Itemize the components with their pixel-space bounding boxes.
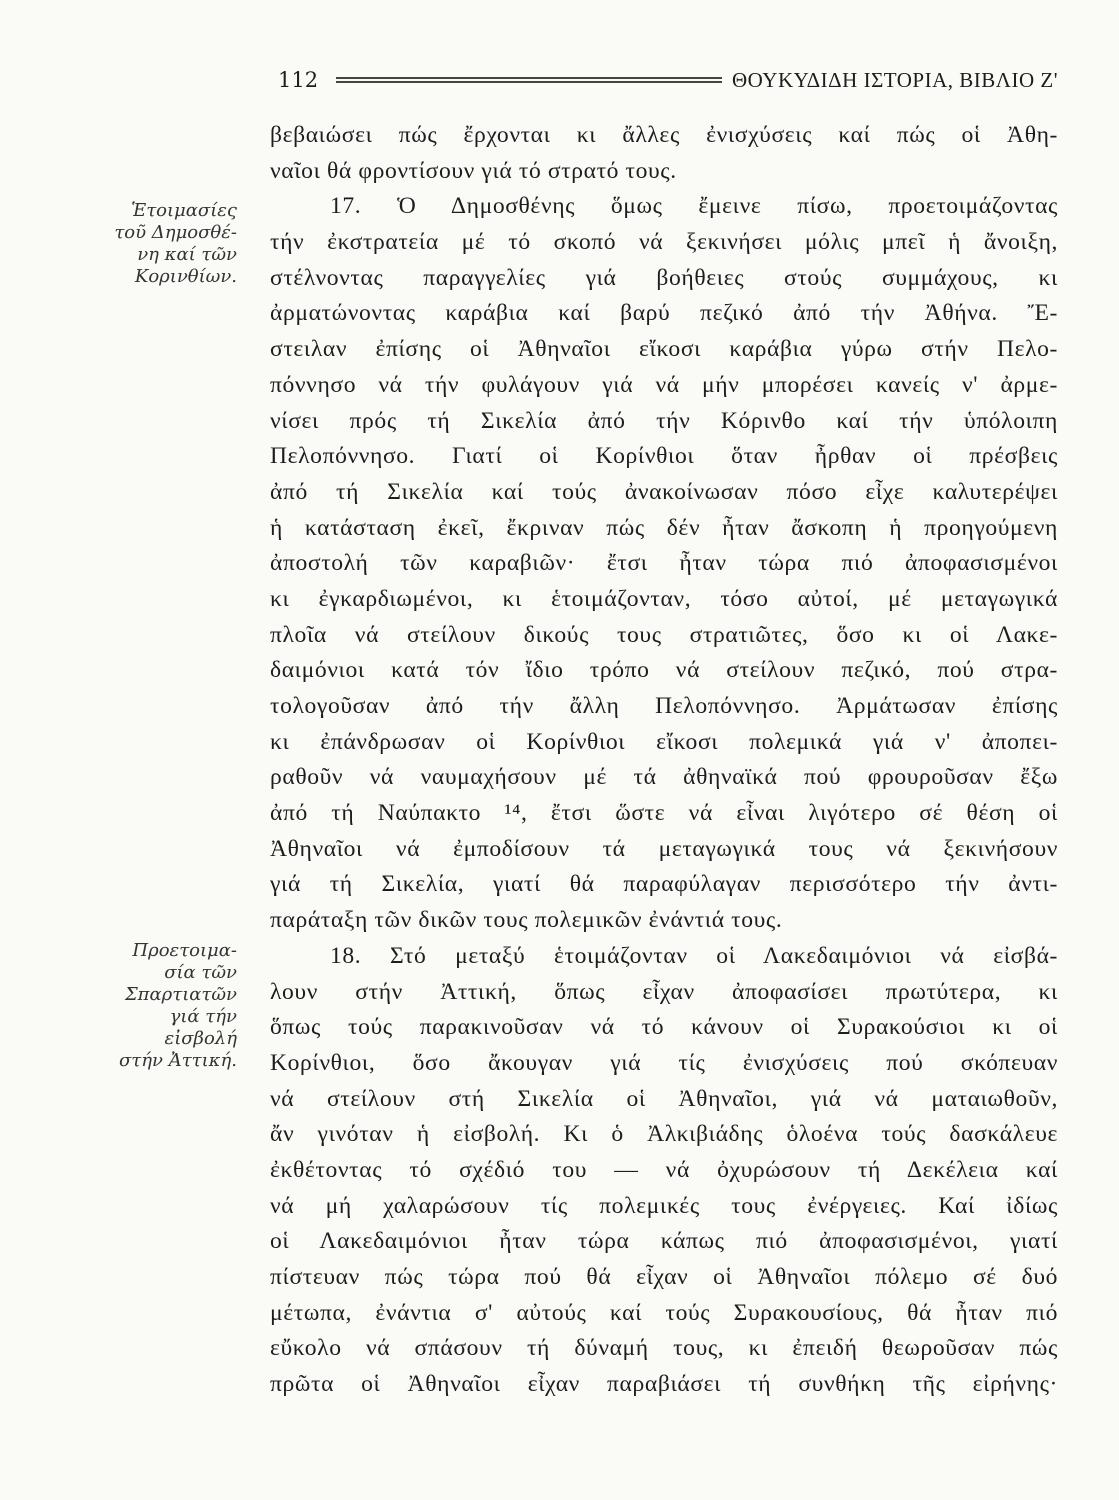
text-line: τολογοῦσαν ἀπό τήν ἄλλη Πελοπόννησο. Ἀρμάτωσαν ἐπίσης [270,693,1058,719]
text-line: νίσει πρός τή Σικελία ἀπό τήν Κόρινθο καί τήν ὑπόλοιπη [270,407,1058,434]
margin-note-line: εἰσβολή [164,1028,237,1049]
text-line: 18. Στό μεταξύ ἑτοιμάζονταν οἱ Λακεδαιμόνιοι νά εἰσβά- [330,942,1058,969]
text-line: παράταξη τῶν δικῶν τους πολεμικῶν ἐνάντιά τους. [270,907,783,934]
text-line: ὅπως τούς παρακινοῦσαν νά τό κάνουν οἱ Συρακούσιοι κι οἱ [270,1014,1058,1041]
text-line: ἡ κατάσταση ἐκεῖ, ἔκριναν πώς δέν ἦταν ἄσκοπη ἡ προηγούμενη [270,514,1058,541]
text-line: κι ἐγκαρδιωμένοι, κι ἑτοιμάζονταν, τόσο αὐτοί, μέ μεταγωγικά [270,585,1058,612]
margin-note-line: νη καί τῶν [137,244,237,265]
margin-note-line: γιά τήν [169,1006,237,1027]
text-line: πλοῖα νά στείλουν δικούς τους στρατιῶτες, ὅσο κι οἱ Λακε- [270,621,1058,648]
margin-note-preparations [87,200,237,288]
text-line: ἀποστολή τῶν καραβιῶν· ἔτσι ἦταν τώρα πιό ἀποφασισμένοι [270,550,1058,577]
margin-note-line: τοῦ Δημοσθέ- [114,222,237,243]
text-line: νά στείλουν στή Σικελία οἱ Ἀθηναῖοι, γιά νά ματαιωθοῦν, [270,1085,1058,1112]
margin-note-line: σία τῶν [164,962,237,983]
text-line: λουν στήν Ἀττική, ὅπως εἶχαν ἀποφασίσει πρωτύτερα, κι [270,978,1058,1005]
text-line: ἀπό τή Σικελία καί τούς ἀνακοίνωσαν πόσο εἶχε καλυτερέψει [270,478,1058,505]
text-line: μέτωπα, ἐνάντια σ' αὐτούς καί τούς Συρακουσίους, θά ἦταν πιό [270,1299,1058,1326]
text-line: εὔκολο νά σπάσουν τή δύναμή τους, κι ἐπειδή θεωροῦσαν πώς [270,1335,1058,1362]
running-title: ΘΟΥΚΥΔΙΔΗ ΙΣΤΟΡΙΑ, ΒΙΒΛΙΟ Ζ' [732,67,1058,92]
text-line: Κορίνθιοι, ὅσο ἄκουγαν γιά τίς ἐνισχύσεις πού σκόπευαν [270,1049,1058,1076]
text-line: πίστευαν πώς τώρα πού θά εἶχαν οἱ Ἀθηναῖοι πόλεμο σέ δυό [270,1264,1058,1290]
text-line: 17. Ὁ Δημοσθένης ὅμως ἔμεινε πίσω, προετοιμάζοντας [330,193,1058,220]
text-line: ἐκθέτοντας τό σχέδιό του — νά ὀχυρώσουν τή Δεκέλεια καί [270,1156,1058,1183]
text-line: βεβαιώσει πώς ἔρχονται κι ἄλλες ἐνισχύσεις καί πώς οἱ Ἀθη- [270,122,1058,148]
text-line: πόννησο νά τήν φυλάγουν γιά νά μήν μπορέσει κανείς ν' ἀρμε- [270,371,1058,398]
text-line: ἀρματώνοντας καράβια καί βαρύ πεζικό ἀπό τήν Ἀθήνα. Ἔ- [270,300,1058,327]
text-line: γιά τή Σικελία, γιατί θά παραφύλαγαν περισσότερο τήν ἀντι- [270,871,1058,898]
page-header [278,62,1058,98]
text-line: πρῶτα οἱ Ἀθηναῖοι εἶχαν παραβιάσει τή συνθήκη τῆς εἰρήνης· [270,1371,1058,1398]
text-line: ραθοῦν νά ναυμαχήσουν μέ τά ἀθηναϊκά πού φρουροῦσαν ἔξω [270,764,1058,791]
margin-note-line: Κορινθίων. [134,266,237,287]
margin-note-line: Ἑτοιμασίες [131,200,237,221]
page-number: 112 [278,68,319,92]
body-text [270,118,1058,1403]
margin-note-line: Προετοιμα- [132,940,237,961]
margin-note-line: στήν Ἀττική. [119,1050,237,1071]
text-line: στέλνοντας παραγγελίες γιά βοήθειες στούς συμμάχους, κι [270,264,1058,291]
text-line: ἀπό τή Ναύπακτο ¹⁴, ἔτσι ὥστε νά εἶναι λιγότερο σέ θέση οἱ [270,800,1058,827]
header-rule [336,77,722,83]
text-line: ναῖοι θά φροντίσουν γιά τό στρατό τους. [270,157,677,184]
text-line: Ἀθηναῖοι νά ἐμποδίσουν τά μεταγωγικά τους νά ξεκινήσουν [270,835,1058,862]
margin-note-line: Σπαρτιατῶν [124,984,237,1005]
text-line: δαιμόνιοι κατά τόν ἴδιο τρόπο νά στείλουν πεζικό, πού στρα- [270,657,1058,684]
text-line: Πελοπόννησο. Γιατί οἱ Κορίνθιοι ὅταν ἦρθαν οἱ πρέσβεις [270,443,1058,470]
text-line: οἱ Λακεδαιμόνιοι ἦταν τώρα κάπως πιό ἀποφασισμένοι, γιατί [270,1228,1058,1255]
text-line: στειλαν ἐπίσης οἱ Ἀθηναῖοι εἴκοσι καράβια γύρω στήν Πελο- [270,336,1058,363]
text-line: ἄν γινόταν ἡ εἰσβολή. Κι ὁ Ἀλκιβιάδης ὁλοένα τούς δασκάλευε [270,1121,1058,1148]
margin-note-spartan-preparation [87,940,237,1072]
text-line: κι ἐπάνδρωσαν οἱ Κορίνθιοι εἴκοσι πολεμικά γιά ν' ἀποπει- [270,728,1058,755]
text-line: νά μή χαλαρώσουν τίς πολεμικές τους ἐνέργειες. Καί ἰδίως [270,1192,1058,1219]
text-line: τήν ἐκστρατεία μέ τό σκοπό νά ξεκινήσει μόλις μπεῖ ἡ ἄνοιξη, [270,229,1058,256]
